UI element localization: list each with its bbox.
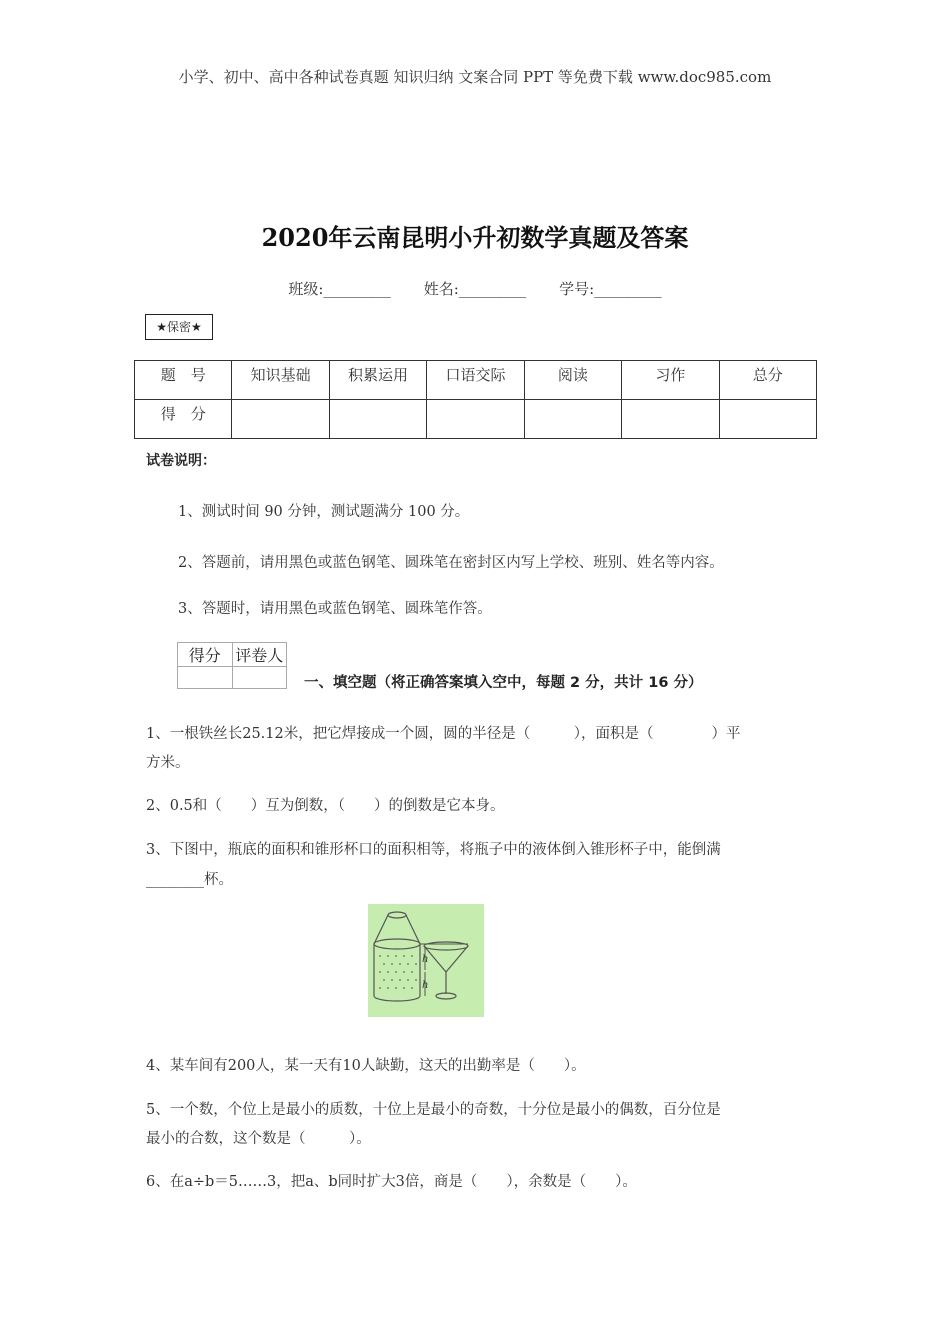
score-header-cell: 口语交际 xyxy=(427,361,524,400)
cone-glass-shape xyxy=(424,942,468,999)
bottle-cone-figure xyxy=(368,904,484,1017)
bottle-liquid-dots xyxy=(379,955,417,989)
score-table-header-row xyxy=(135,361,817,400)
height-label-top: h xyxy=(422,954,429,965)
score-header-cell: 阅读 xyxy=(524,361,621,400)
score-cell xyxy=(524,400,621,439)
question-3-line-2: ________杯。 xyxy=(146,872,233,888)
score-header-cell: 知识基础 xyxy=(232,361,329,400)
score-row-label: 得 分 xyxy=(135,400,232,439)
page-title: 2020年云南昆明小升初数学真题及答案 xyxy=(261,223,689,252)
class-field: 班级:_________ xyxy=(288,280,391,298)
question-5-line-1: 5、一个数，个位上是最小的质数，十位上是最小的奇数，十分位是最小的偶数，百分位是 xyxy=(146,1102,721,1118)
grader-score-cell xyxy=(178,667,233,689)
question-2: 2、0.5和（ ）互为倒数，（ ）的倒数是它本身。 xyxy=(146,798,505,814)
notes-title: 试卷说明： xyxy=(146,453,216,469)
score-cell xyxy=(329,400,426,439)
height-label-bottom: h xyxy=(422,980,429,991)
grader-box xyxy=(177,642,287,689)
question-5-line-2: 最小的合数，这个数是（ ）。 xyxy=(146,1131,371,1147)
score-header-cell: 总分 xyxy=(719,361,816,400)
question-1-line-1: 1、一根铁丝长25.12米，把它焊接成一个圆，圆的半径是（ ），面积是（ ）平 xyxy=(146,726,741,742)
page-header: 小学、初中、高中各种试卷真题 知识归纳 文案合同 PPT 等免费下载 www.doc985.com xyxy=(178,68,772,86)
score-cell xyxy=(719,400,816,439)
note-item: 3、答题时，请用黑色或蓝色钢笔、圆珠笔作答。 xyxy=(178,601,492,617)
question-6: 6、在a÷b＝5……3，把a、b同时扩大3倍，商是（ ），余数是（ ）。 xyxy=(146,1174,637,1190)
bottle-shape xyxy=(374,912,420,1001)
score-table xyxy=(134,360,817,439)
grader-name-label: 评卷人 xyxy=(232,643,287,667)
score-cell xyxy=(622,400,719,439)
note-item: 2、答题前，请用黑色或蓝色钢笔、圆珠笔在密封区内写上学校、班别、姓名等内容。 xyxy=(178,555,724,571)
student-id-field: 学号:_________ xyxy=(559,280,662,298)
score-header-cell: 题 号 xyxy=(135,361,232,400)
section-title: 一、填空题（将正确答案填入空中，每题 2 分，共计 16 分） xyxy=(304,675,703,691)
confidential-label: ★保密★ xyxy=(145,314,213,340)
student-info-row xyxy=(0,278,950,299)
bottle-cone-diagram xyxy=(368,904,484,1017)
score-cell xyxy=(427,400,524,439)
question-4: 4、某车间有200人，某一天有10人缺勤，这天的出勤率是（ ）。 xyxy=(146,1058,586,1074)
name-field: 姓名:_________ xyxy=(423,280,527,298)
question-1-line-2: 方米。 xyxy=(146,755,190,771)
score-header-cell: 习作 xyxy=(622,361,719,400)
grader-score-label: 得分 xyxy=(178,643,233,667)
question-3-line-1: 3、下图中，瓶底的面积和锥形杯口的面积相等，将瓶子中的液体倒入锥形杯子中，能倒满 xyxy=(146,842,721,858)
grader-name-cell xyxy=(232,667,287,689)
score-table-score-row xyxy=(135,400,817,439)
note-item: 1、测试时间 90 分钟，测试题满分 100 分。 xyxy=(178,504,470,520)
score-header-cell: 积累运用 xyxy=(329,361,426,400)
score-cell xyxy=(232,400,329,439)
